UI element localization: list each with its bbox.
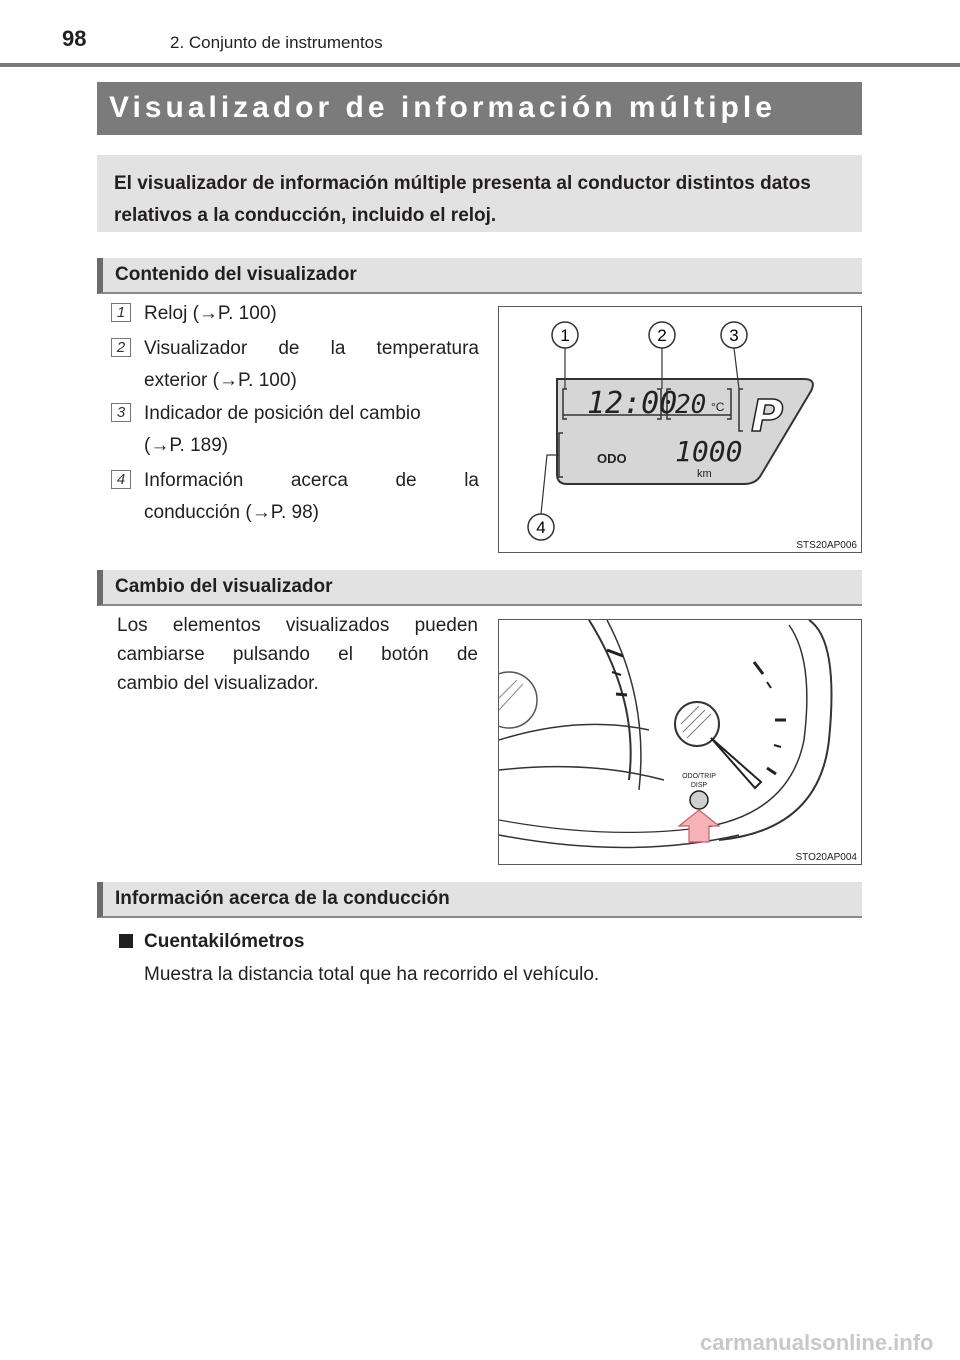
change-text-line2: cambiarse pulsando el botón de — [117, 644, 478, 665]
press-arrow-icon — [679, 810, 719, 842]
display-figure — [498, 306, 862, 553]
figure-code: STO20AP004 — [795, 852, 857, 863]
item-2-text — [144, 333, 479, 397]
cluster-illustration — [499, 620, 862, 865]
display-illustration — [499, 307, 862, 553]
item-2-line1: Visualizador de la temperatura — [144, 338, 479, 359]
item-3-line2: (→P. 189) — [144, 435, 229, 456]
callout-number-4: 4 — [536, 518, 546, 537]
speedometer-rim — [589, 620, 631, 780]
left-gauge-rim — [499, 724, 649, 740]
intro-text: El visualizador de información múltiple presenta al conductor distintos datos relativos a la conducción, incluido el reloj. — [114, 173, 811, 226]
left-gauge-dial — [499, 672, 537, 728]
header-divider — [0, 63, 960, 67]
change-text — [117, 611, 478, 698]
section-heading-label: Contenido del visualizador — [115, 264, 357, 285]
odometer-subheading: Cuentakilómetros — [144, 931, 305, 952]
item-3-text — [144, 398, 479, 462]
callout-number-1: 1 — [560, 326, 570, 345]
callout-number-3: 3 — [729, 326, 739, 345]
tachometer-needle — [711, 738, 761, 788]
figure-code: STS20AP006 — [796, 540, 857, 551]
watermark: carmanualsonline.info — [700, 1330, 934, 1355]
tick-mark — [774, 745, 781, 747]
intro-box — [97, 155, 862, 232]
section-heading-info — [97, 882, 862, 918]
speedometer-rim-inner — [607, 620, 641, 790]
tick-mark — [616, 694, 627, 695]
item-3-line1: Indicador de posición del cambio — [144, 403, 421, 424]
page-title-bar — [97, 82, 862, 135]
chapter-title: 2. Conjunto de instrumentos — [170, 33, 383, 52]
cluster-figure — [498, 619, 862, 865]
lcd-gear: P — [751, 391, 784, 442]
section-heading-label: Cambio del visualizador — [115, 576, 333, 597]
item-4-text — [144, 465, 479, 529]
item-1-line1: Reloj (→P. 100) — [144, 303, 277, 324]
odometer-description: Muestra la distancia total que ha recorrido el vehículo. — [144, 964, 600, 985]
button-label-odo-trip: ODO/TRIP — [682, 773, 716, 780]
odo-trip-disp-button — [690, 791, 708, 809]
item-number-3: 3 — [111, 403, 131, 422]
lcd-odometer: 1000 — [675, 435, 743, 468]
lcd-odo-unit: km — [697, 468, 712, 480]
lcd-clock: 12:00 — [587, 386, 678, 421]
section-heading-label: Información acerca de la conducción — [115, 888, 450, 909]
change-text-line1: Los elementos visualizados pueden — [117, 615, 478, 636]
item-number-2: 2 — [111, 338, 131, 357]
item-2-line2: exterior (→P. 100) — [144, 370, 297, 391]
item-1-text — [144, 298, 479, 330]
tick-mark — [754, 662, 763, 674]
lcd-temperature: 20 — [675, 390, 707, 420]
tick-mark — [767, 768, 776, 774]
lcd-temp-unit: °C — [711, 400, 725, 414]
item-number-4: 4 — [111, 470, 131, 489]
gauge-hatch — [499, 684, 523, 710]
left-gauge-rim-lower — [499, 767, 664, 780]
tick-mark — [767, 682, 771, 688]
gauge-hatch — [499, 680, 517, 698]
item-4-line1: Información acerca de la — [144, 470, 479, 491]
tachometer-rim — [719, 620, 832, 840]
item-number-1: 1 — [111, 303, 131, 322]
button-label-disp: DISP — [690, 782, 708, 789]
change-text-line3: cambio del visualizador. — [117, 673, 319, 694]
lcd-odo-label: ODO — [597, 451, 627, 466]
section-heading-change — [97, 570, 862, 606]
callout-number-2: 2 — [657, 326, 667, 345]
page-number: 98 — [62, 26, 87, 51]
bullet-square-icon — [119, 934, 133, 948]
page-title: Visualizador de información múltiple — [109, 91, 776, 124]
item-4-line2: conducción (→P. 98) — [144, 502, 319, 523]
section-heading-contents — [97, 258, 862, 294]
tick-mark — [612, 672, 621, 675]
